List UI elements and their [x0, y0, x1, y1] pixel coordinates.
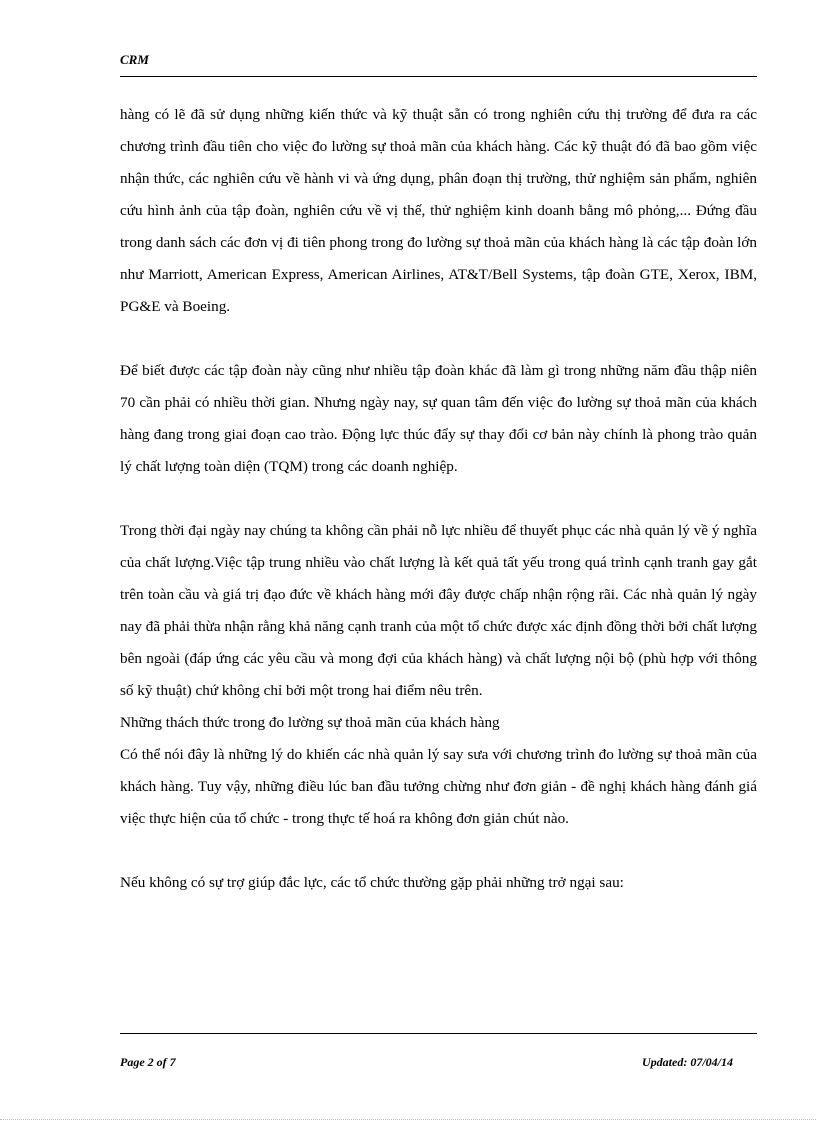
page-edge-divider — [0, 1119, 816, 1120]
section-heading: Những thách thức trong đo lường sự thoả mãn của khách hàng — [120, 714, 500, 731]
document-body — [120, 99, 757, 899]
paragraph: Nếu không có sự trợ giúp đắc lực, các tổ chức thường gặp phải những trở ngại sau: — [120, 874, 624, 891]
page-number: Page 2 of 7 — [120, 1055, 176, 1069]
footer-divider — [120, 1033, 757, 1034]
paragraph: Trong thời đại ngày nay chúng ta không cần phải nỗ lực nhiều để thuyết phục các nhà quản lý về ý nghĩa của chất lượng.Việc tập trung nhiều vào chất lượng là kết quả tất yếu trong quá trình cạnh tranh gay gắt trên toàn cầu và giá trị đạo đức về khách hàng mới đây được chấp nhận rộng rãi. Các nhà quản lý ngày nay đã phải thừa nhận rằng khả năng cạnh tranh của một tổ chức được xác định đồng thời bởi chất lượng bên ngoài (đáp ứng các yêu cầu và mong đợi của khách hàng) và chất lượng nội bộ (phù hợp với thông số kỹ thuật) chứ không chỉ bởi một trong hai điểm nêu trên. — [120, 522, 757, 699]
updated-date: Updated: 07/04/14 — [642, 1055, 733, 1069]
page-header-title: CRM — [120, 52, 149, 67]
paragraph: hàng có lẽ đã sử dụng những kiến thức và kỹ thuật sẵn có trong nghiên cứu thị trường để đưa ra các chương trình đầu tiên cho việc đo lường sự thoả mãn của khách hàng. Các kỹ thuật đó đã bao gồm việc nhận thức, các nghiên cứu về hành vi và ứng dụng, phân đoạn thị trường, thử nghiệm sản phẩm, nghiên cứu hình ảnh của tập đoàn, nghiên cứu về vị thế, thử nghiệm kinh doanh bằng mô phỏng,... Đứng đầu trong danh sách các đơn vị đi tiên phong trong đo lường sự thoả mãn của khách hàng là các tập đoàn lớn như Marriott, American Express, American Airlines, AT&T/Bell Systems, tập đoàn GTE, Xerox, IBM, PG&E và Boeing. — [120, 106, 757, 315]
paragraph: Để biết được các tập đoàn này cũng như nhiều tập đoàn khác đã làm gì trong những năm đầu thập niên 70 cần phải có nhiều thời gian. Nhưng ngày nay, sự quan tâm đến việc đo lường sự thoả mãn của khách hàng đang trong giai đoạn cao trào. Động lực thúc đẩy sự thay đổi cơ bản này chính là phong trào quản lý chất lượng toàn diện (TQM) trong các doanh nghiệp. — [120, 362, 757, 475]
header-divider — [120, 76, 757, 77]
paragraph: Có thể nói đây là những lý do khiến các nhà quản lý say sưa với chương trình đo lường sự thoả mãn của khách hàng. Tuy vậy, những điều lúc ban đầu tưởng chừng như đơn giản - đề nghị khách hàng đánh giá việc thực hiện của tổ chức - trong thực tế hoá ra không đơn giản chút nào. — [120, 746, 757, 827]
